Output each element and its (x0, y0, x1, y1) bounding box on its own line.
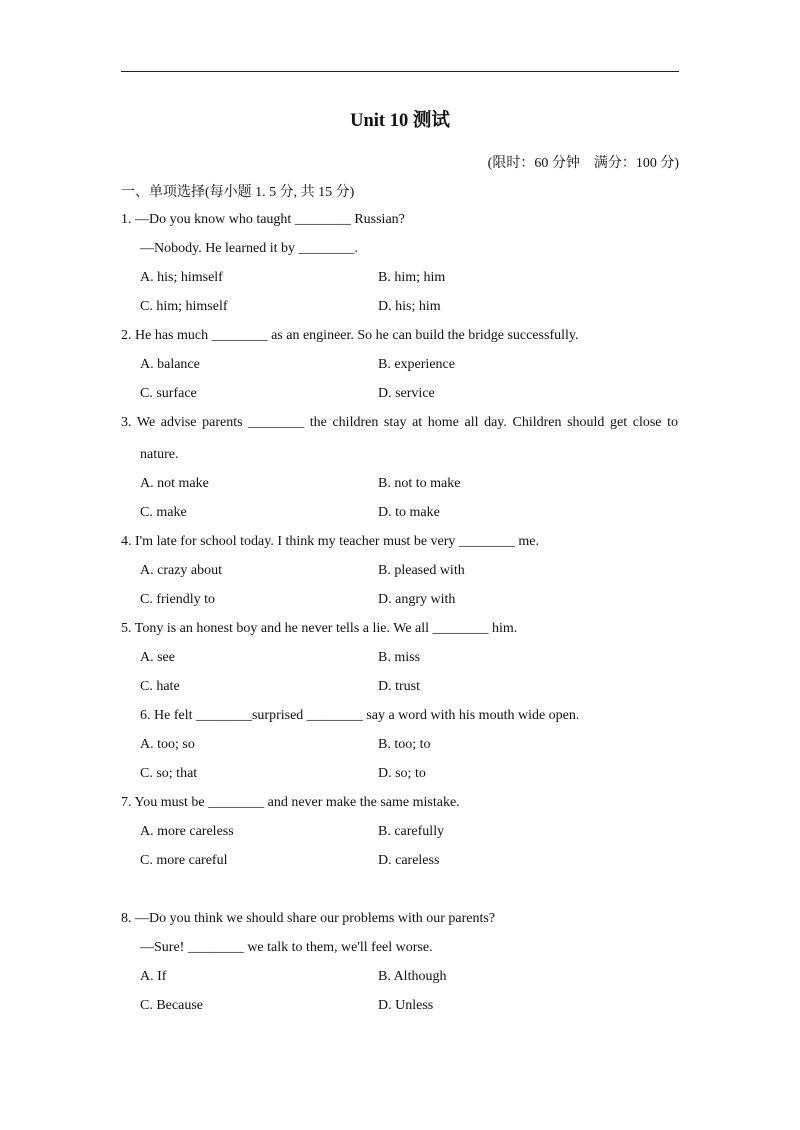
question-6-option-d: D. so; to (378, 766, 426, 781)
question-1-option-a: A. his; himself (140, 270, 223, 285)
question-6-option-a: A. too; so (140, 737, 195, 752)
question-7-option-c: C. more careful (140, 853, 228, 868)
question-8-option-c: C. Because (140, 998, 203, 1013)
question-5-line-1: 5. Tony is an honest boy and he never tells a lie. We all ________ him. (121, 621, 518, 636)
page-title: Unit 10 测试 (350, 111, 450, 131)
question-3-option-c: C. make (140, 505, 187, 520)
question-7-option-d: D. careless (378, 853, 440, 868)
question-3-option-d: D. to make (378, 505, 440, 520)
question-1-line-1: 1. —Do you know who taught ________ Russian? (121, 212, 405, 227)
question-1-option-d: D. his; him (378, 299, 441, 314)
question-8-option-a: A. If (140, 969, 167, 984)
question-3-line-1: 3. We advise parents ________ the children stay at home all day. Children should get close to (121, 415, 678, 430)
section-heading: 一、单项选择(每小题 1. 5 分, 共 15 分) (121, 185, 355, 200)
question-6-line-1: 6. He felt ________surprised ________ say a word with his mouth wide open. (140, 708, 580, 723)
question-3-option-b: B. not to make (378, 476, 461, 491)
question-4-option-d: D. angry with (378, 592, 456, 607)
question-4-option-b: B. pleased with (378, 563, 465, 578)
question-4-option-c: C. friendly to (140, 592, 216, 607)
question-7-option-b: B. carefully (378, 824, 445, 839)
question-8-line-2: —Sure! ________ we talk to them, we'll feel worse. (140, 940, 433, 955)
question-4-option-a: A. crazy about (140, 563, 223, 578)
question-3-option-a: A. not make (140, 476, 209, 491)
question-5-option-d: D. trust (378, 679, 420, 694)
question-1-line-2: —Nobody. He learned it by ________. (140, 241, 358, 256)
question-8-line-1: 8. —Do you think we should share our problems with our parents? (121, 911, 496, 926)
question-5-option-c: C. hate (140, 679, 180, 694)
question-1-option-c: C. him; himself (140, 299, 228, 314)
question-2-option-b: B. experience (378, 357, 455, 372)
question-2-option-a: A. balance (140, 357, 200, 372)
question-5-option-b: B. miss (378, 650, 421, 665)
question-5-option-a: A. see (140, 650, 175, 665)
question-4-line-1: 4. I'm late for school today. I think my teacher must be very ________ me. (121, 534, 540, 549)
question-8-option-b: B. Although (378, 969, 447, 984)
question-2-line-1: 2. He has much ________ as an engineer. So he can build the bridge successfully. (121, 328, 579, 343)
question-2-option-c: C. surface (140, 386, 197, 401)
question-2-option-d: D. service (378, 386, 435, 401)
question-7-option-a: A. more careless (140, 824, 234, 839)
question-7-line-1: 7. You must be ________ and never make the same mistake. (121, 795, 460, 810)
question-1-option-b: B. him; him (378, 270, 446, 285)
time-score-limit: (限时：60 分钟 满分：100 分) (487, 156, 679, 171)
question-3-line-2: nature. (140, 447, 179, 462)
question-6-option-c: C. so; that (140, 766, 198, 781)
question-8-option-d: D. Unless (378, 998, 434, 1013)
header-rule (121, 71, 679, 72)
question-6-option-b: B. too; to (378, 737, 431, 752)
